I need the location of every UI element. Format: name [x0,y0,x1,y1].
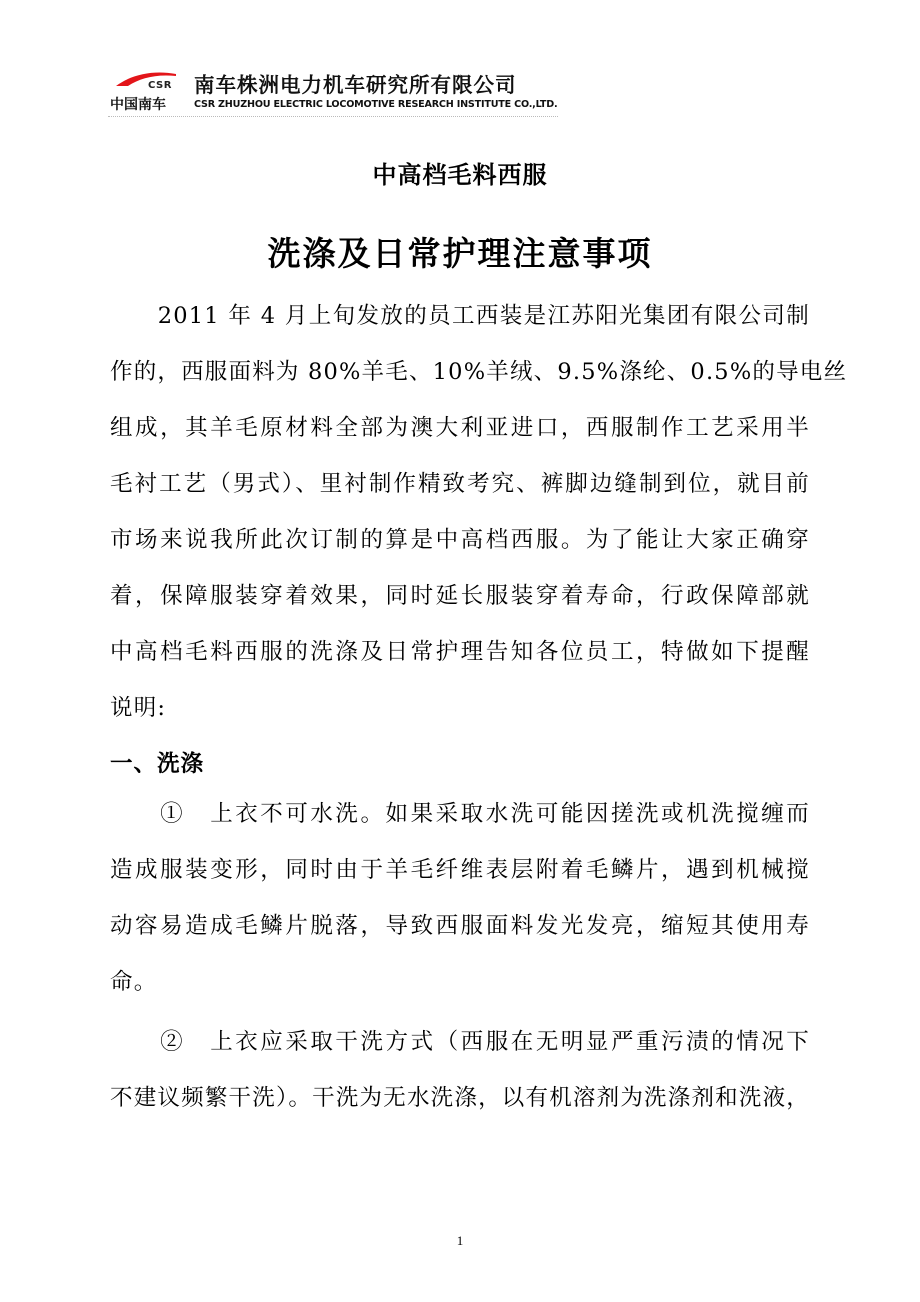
intro-line: 毛衬工艺（男式）、里衬制作精致考究、裤脚边缝制到位，就目前 [110,471,810,497]
intro-line: 说明: [110,695,167,721]
document-subtitle: 洗涤及日常护理注意事项 [267,234,653,273]
intro-line: 组成，其羊毛原材料全部为澳大利亚进口，西服制作工艺采用半 [110,415,810,441]
logo-cn-text: 中国南车 [110,97,166,113]
page-number: 1 [456,1233,464,1248]
item2-line: 不建议频繁干洗）。干洗为无水洗涤，以有机溶剂为洗涤剂和洗液， [110,1085,810,1111]
intro-line: 作的，西服面料为 80%羊毛、10%羊绒、9.5%涤纶、0.5%的导电丝 [110,359,848,385]
intro-line: 中高档毛料西服的洗涤及日常护理告知各位员工，特做如下提醒 [110,639,810,665]
header-divider [108,116,558,117]
intro-line: 市场来说我所此次订制的算是中高档西服。为了能让大家正确穿 [110,527,810,553]
section-heading-washing: 一、洗涤 [110,751,205,777]
csr-logo [108,64,178,114]
intro-line: 着，保障服装穿着效果，同时延长服装穿着寿命，行政保障部就 [110,583,810,609]
letterhead [108,64,558,116]
logo-csr-text: CSR [148,80,172,91]
company-name-cn: 南车株洲电力机车研究所有限公司 [194,73,517,97]
item2-line: ② 上衣应采取干洗方式（西服在无明显严重污渍的情况下 [110,1029,810,1055]
item1-line: 动容易造成毛鳞片脱落，导致西服面料发光发亮，缩短其使用寿 [110,913,810,939]
intro-line: 2011 年 4 月上旬发放的员工西装是江苏阳光集团有限公司制 [110,303,810,329]
document-title: 中高档毛料西服 [372,161,548,189]
item1-line: 命。 [110,969,158,995]
item1-line: ① 上衣不可水洗。如果采取水洗可能因搓洗或机洗搅缠而 [110,801,810,827]
item1-line: 造成服装变形，同时由于羊毛纤维表层附着毛鳞片，遇到机械搅 [110,857,810,883]
company-name-en: CSR ZHUZHOU ELECTRIC LOCOMOTIVE RESEARCH INSTITUTE CO.,LTD. [194,99,558,110]
